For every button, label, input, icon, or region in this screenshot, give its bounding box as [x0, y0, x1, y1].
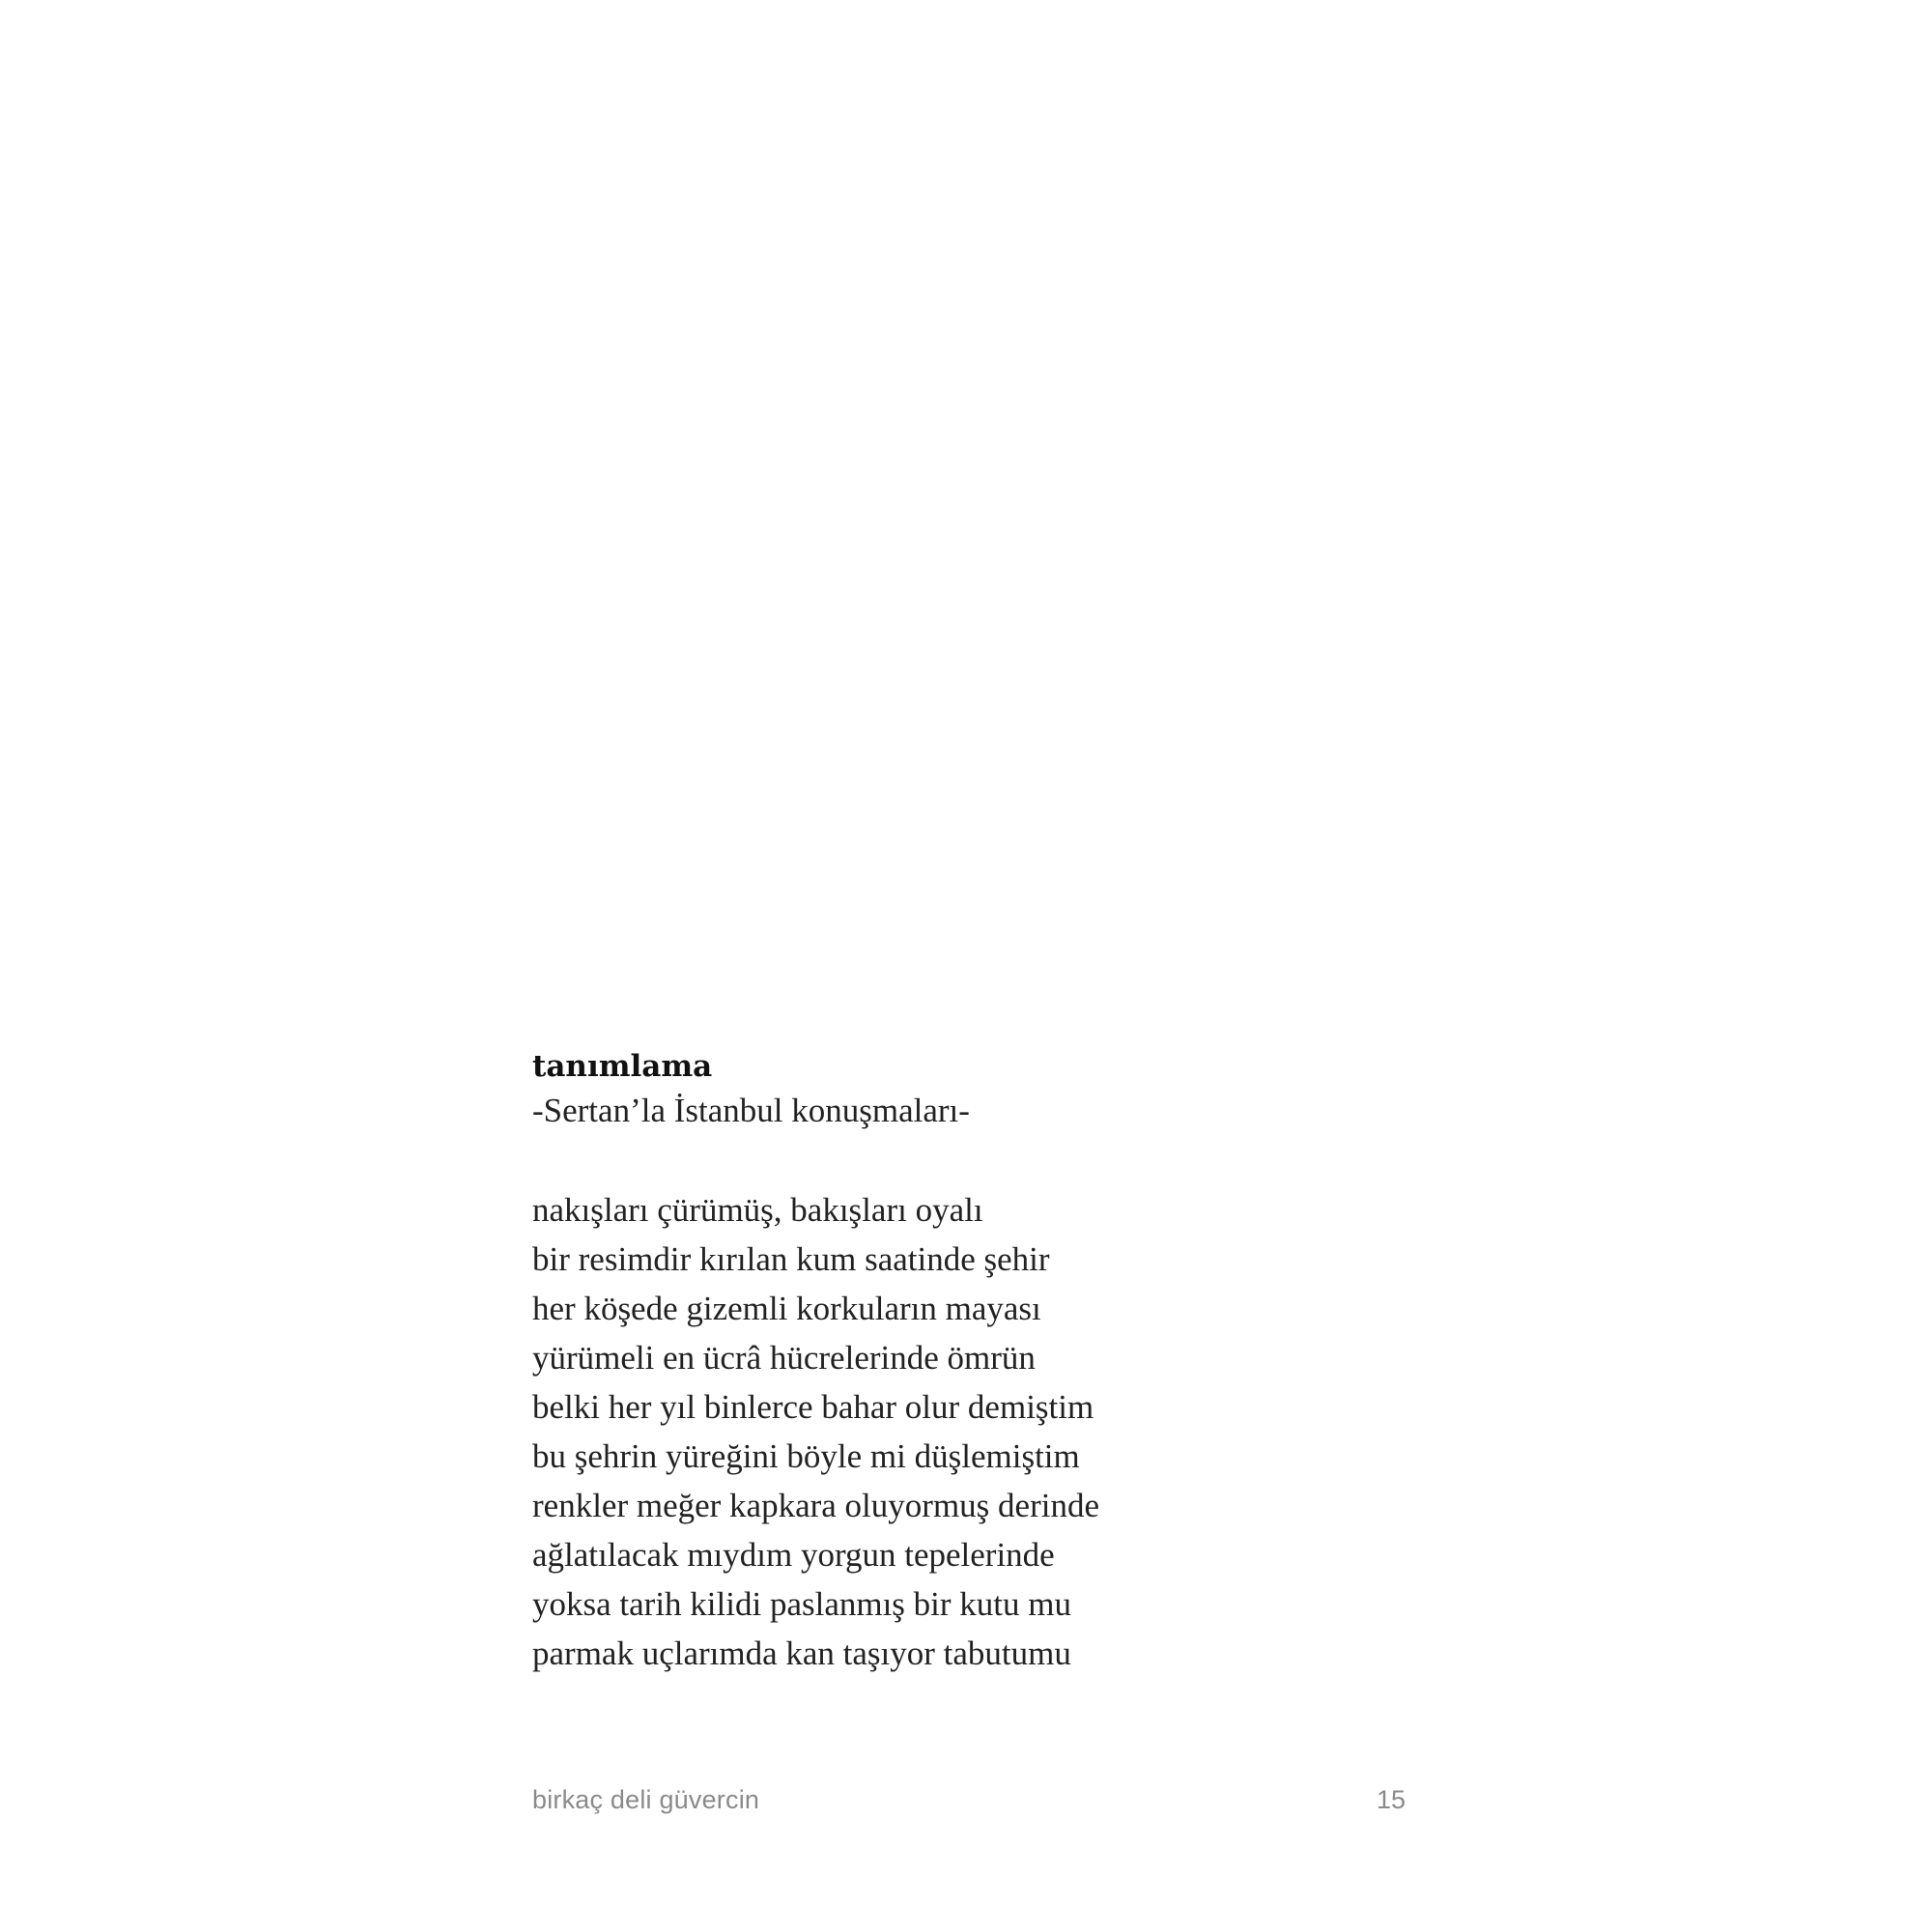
- poem-line: yürümeli en ücrâ hücrelerinde ömrün: [532, 1339, 1036, 1377]
- running-footer-book-title: birkaç deli güvercin: [532, 1785, 760, 1814]
- poem-subtitle: -Sertan’la İstanbul konuşmaları-: [532, 1092, 970, 1129]
- page-number: 15: [1377, 1785, 1406, 1814]
- poem-title: tanımlama: [532, 1049, 713, 1084]
- poem-line: bir resimdir kırılan kum saatinde şehir: [532, 1240, 1050, 1278]
- poem: [532, 1047, 1208, 1678]
- poem-line: yoksa tarih kilidi paslanmış bir kutu mu: [532, 1585, 1072, 1623]
- poem-line: bu şehrin yüreğini böyle mi düşlemiştim: [532, 1437, 1080, 1475]
- poem-line: nakışları çürümüş, bakışları oyalı: [532, 1191, 983, 1229]
- poem-line: ağlatılacak mıydım yorgun tepelerinde: [532, 1536, 1055, 1574]
- poem-line: parmak uçlarımda kan taşıyor tabutumu: [532, 1634, 1071, 1672]
- poem-line: renkler meğer kapkara oluyormuş derinde: [532, 1487, 1099, 1524]
- poem-line: her köşede gizemli korkuların mayası: [532, 1290, 1041, 1327]
- poem-stanza: [532, 1185, 1208, 1678]
- poem-line: belki her yıl binlerce bahar olur demiştim: [532, 1388, 1094, 1426]
